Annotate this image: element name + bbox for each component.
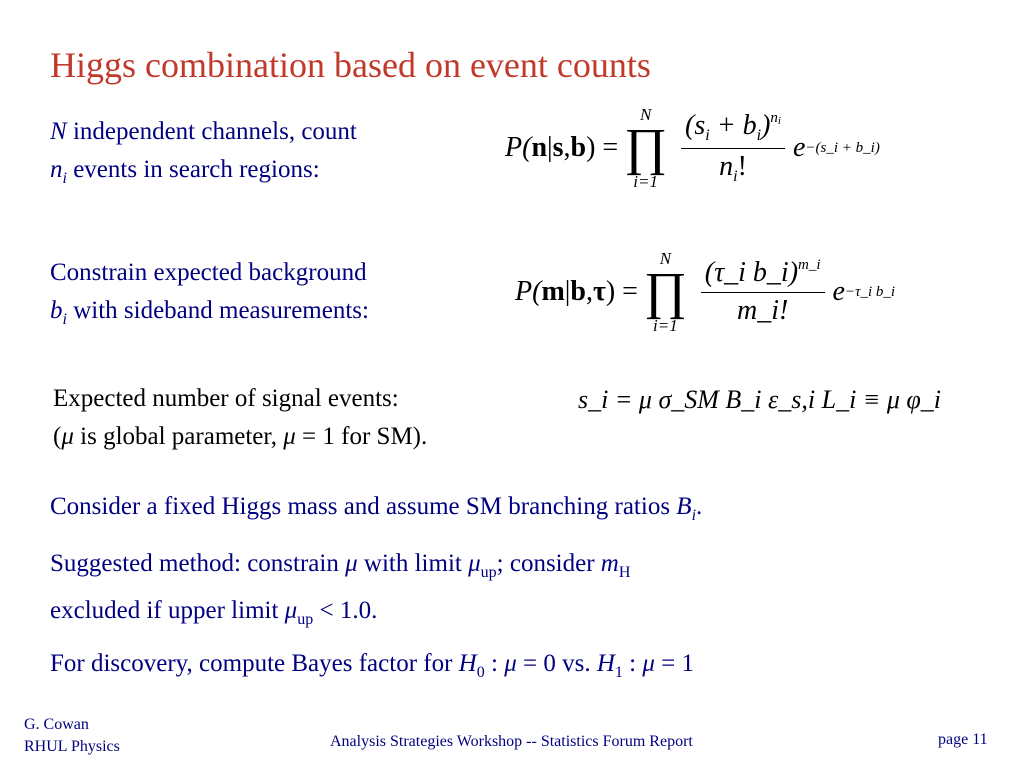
product-operator: N ∏ i=1 xyxy=(624,105,668,191)
signal-events-text: Expected number of signal events: (μ is global parameter, μ = 1 for SM). xyxy=(53,385,428,450)
footer-center: Analysis Strategies Workshop -- Statistics Forum Report xyxy=(330,733,693,750)
product-operator: N ∏ i=1 xyxy=(643,249,687,335)
page-number: page 11 xyxy=(938,731,988,748)
suggested-method-paragraph: Suggested method: constrain μ with limit $\mu_{up}$; consider $m_H$ excluded if upper limit $\mu_{up} < 1.0$. xyxy=(50,550,631,628)
poisson-likelihood-equation: P( n | s , b ) = N ∏ i=1 $\frac{(s_i + b_i)^{ni}}{n_i!}$ e −(s_i + b_i) xyxy=(505,105,880,191)
discovery-paragraph: For discovery, compute Bayes factor for $H_0$ : μ = 0 vs. $H_1$ : μ = 1 xyxy=(50,650,695,681)
channels-text: N independent channels, count $n_i$ events in search regions: xyxy=(50,118,357,187)
fraction: $\frac{(s_i + b_i)^{ni}}{n_i!}$ xyxy=(681,110,785,185)
fraction: $\frac{(\tau\_i b\_i)^{m\_i}}{m\_i!}$ xyxy=(701,257,825,327)
higgs-mass-paragraph: Consider a fixed Higgs mass and assume SM branching ratios $B_i$. xyxy=(50,493,703,524)
footer-author: G. Cowan RHUL Physics xyxy=(24,716,120,755)
sideband-text: Constrain expected background $b_i$ with sideband measurements: xyxy=(50,259,369,328)
sideband-likelihood-equation: P( m | b , τ ) = N ∏ i=1 $\frac{(\tau\_i b\_i)^{m\_i}}{m\_i!}$ e −τ_i b_i xyxy=(515,249,896,335)
signal-expectation-equation: s_i = μ σ_SM B_i ε_s,i L_i ≡ μ φ_i xyxy=(578,385,941,414)
slide-title: Higgs combination based on event counts xyxy=(50,45,651,85)
